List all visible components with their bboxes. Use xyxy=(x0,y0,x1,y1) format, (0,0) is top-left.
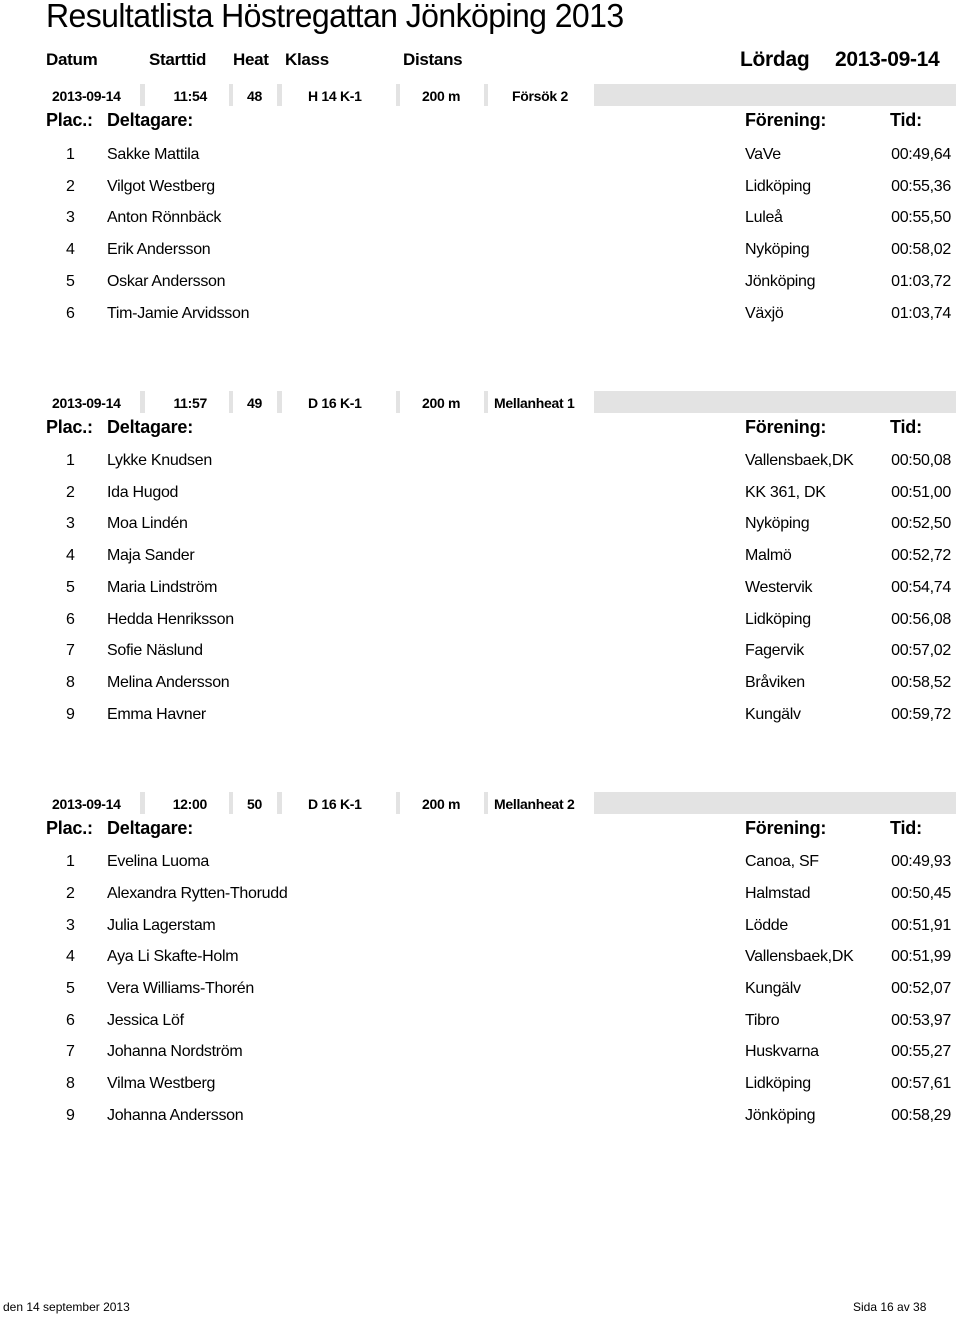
tid-header: Tid: xyxy=(890,818,922,838)
result-row xyxy=(0,1072,960,1096)
result-row xyxy=(0,703,960,727)
result-place: 1 xyxy=(66,146,75,163)
col-header-klass: Klass xyxy=(285,50,329,69)
result-row xyxy=(0,608,960,632)
result-time: 00:49,64 xyxy=(891,146,951,163)
result-row xyxy=(0,1040,960,1064)
result-time: 00:55,50 xyxy=(891,209,951,226)
result-row xyxy=(0,302,960,326)
result-row xyxy=(0,945,960,969)
result-place: 7 xyxy=(66,1043,75,1060)
heat-distance: 200 m xyxy=(400,391,484,413)
result-place: 4 xyxy=(66,547,75,564)
result-place: 3 xyxy=(66,917,75,934)
result-name: Julia Lagerstam xyxy=(107,917,216,934)
footer-date: den 14 september 2013 xyxy=(3,1300,130,1314)
result-name: Vera Williams-Thorén xyxy=(107,980,254,997)
result-time: 00:58,52 xyxy=(891,674,951,691)
heat-number: 50 xyxy=(233,792,277,814)
result-time: 00:51,00 xyxy=(891,484,951,501)
result-time: 00:56,08 xyxy=(891,611,951,628)
heat-date: 2013-09-14 xyxy=(46,391,140,413)
result-time: 00:58,02 xyxy=(891,241,951,258)
deltagare-header: Deltagare: xyxy=(107,818,194,838)
result-club: Huskvarna xyxy=(745,1043,819,1060)
result-place: 5 xyxy=(66,273,75,290)
result-name: Jessica Löf xyxy=(107,1012,184,1029)
result-row xyxy=(0,914,960,938)
heat-date: 2013-09-14 xyxy=(46,792,140,814)
result-time: 00:52,07 xyxy=(891,980,951,997)
result-row xyxy=(0,671,960,695)
result-place: 1 xyxy=(66,853,75,870)
result-place: 4 xyxy=(66,241,75,258)
result-row xyxy=(0,270,960,294)
result-row xyxy=(0,576,960,600)
heat-class: D 16 K-1 xyxy=(282,391,396,413)
result-place: 8 xyxy=(66,1075,75,1092)
result-place: 7 xyxy=(66,642,75,659)
result-club: Tibro xyxy=(745,1012,780,1029)
result-name: Moa Lindén xyxy=(107,515,188,532)
result-name: Vilma Westberg xyxy=(107,1075,216,1092)
date-label: 2013-09-14 xyxy=(835,48,940,71)
result-club: Vallensbaek,DK xyxy=(745,948,854,965)
heat-distance: 200 m xyxy=(400,84,484,106)
heat-round: Mellanheat 2 xyxy=(488,792,594,814)
col-header-heat: Heat xyxy=(233,50,269,69)
heat-time: 12:00 xyxy=(145,792,229,814)
result-name: Alexandra Rytten-Thorudd xyxy=(107,885,288,902)
result-time: 00:52,50 xyxy=(891,515,951,532)
result-time: 00:54,74 xyxy=(891,579,951,596)
result-club: Jönköping xyxy=(745,273,816,290)
footer-page-number: Sida 16 av 38 xyxy=(853,1300,927,1314)
result-club: Jönköping xyxy=(745,1107,816,1124)
result-club: Nyköping xyxy=(745,515,810,532)
result-name: Maja Sander xyxy=(107,547,195,564)
forening-header: Förening: xyxy=(745,110,827,130)
result-name: Hedda Henriksson xyxy=(107,611,234,628)
day-label: Lördag xyxy=(740,48,810,71)
result-name: Johanna Nordström xyxy=(107,1043,243,1060)
result-time: 00:51,99 xyxy=(891,948,951,965)
result-place: 6 xyxy=(66,611,75,628)
heat-date: 2013-09-14 xyxy=(46,84,140,106)
forening-header: Förening: xyxy=(745,818,827,838)
result-club: Halmstad xyxy=(745,885,811,902)
result-club: Lidköping xyxy=(745,611,811,628)
result-club: Bråviken xyxy=(745,674,805,691)
result-time: 00:58,29 xyxy=(891,1107,951,1124)
result-club: Kungälv xyxy=(745,980,801,997)
result-place: 9 xyxy=(66,1107,75,1124)
result-name: Anton Rönnbäck xyxy=(107,209,222,226)
result-name: Oskar Andersson xyxy=(107,273,226,290)
result-club: Fagervik xyxy=(745,642,804,659)
result-name: Vilgot Westberg xyxy=(107,178,215,195)
heat-distance: 200 m xyxy=(400,792,484,814)
result-time: 00:57,02 xyxy=(891,642,951,659)
result-name: Erik Andersson xyxy=(107,241,211,258)
result-time: 00:57,61 xyxy=(891,1075,951,1092)
result-time: 00:50,08 xyxy=(891,452,951,469)
result-place: 3 xyxy=(66,515,75,532)
col-header-distans: Distans xyxy=(403,50,463,69)
result-time: 00:55,36 xyxy=(891,178,951,195)
result-time: 00:55,27 xyxy=(891,1043,951,1060)
result-place: 5 xyxy=(66,579,75,596)
result-place: 1 xyxy=(66,452,75,469)
result-club: Kungälv xyxy=(745,706,801,723)
heat-round: Försök 2 xyxy=(488,84,594,106)
result-club: Westervik xyxy=(745,579,813,596)
result-row xyxy=(0,1009,960,1033)
heat-round: Mellanheat 1 xyxy=(488,391,594,413)
col-header-datum: Datum xyxy=(46,50,98,69)
result-club: Lidköping xyxy=(745,178,811,195)
result-club: Malmö xyxy=(745,547,792,564)
result-time: 00:59,72 xyxy=(891,706,951,723)
result-club: Canoa, SF xyxy=(745,853,819,870)
col-header-starttid: Starttid xyxy=(149,50,207,69)
result-place: 5 xyxy=(66,980,75,997)
result-time: 00:49,93 xyxy=(891,853,951,870)
tid-header: Tid: xyxy=(890,110,922,130)
result-time: 00:51,91 xyxy=(891,917,951,934)
result-club: Lödde xyxy=(745,917,788,934)
plac-header: Plac.: xyxy=(46,110,93,130)
result-name: Johanna Andersson xyxy=(107,1107,244,1124)
result-row xyxy=(0,850,960,874)
result-place: 4 xyxy=(66,948,75,965)
heat-time: 11:57 xyxy=(145,391,229,413)
result-row xyxy=(0,206,960,230)
result-place: 3 xyxy=(66,209,75,226)
result-place: 9 xyxy=(66,706,75,723)
heat-number: 48 xyxy=(233,84,277,106)
result-row xyxy=(0,481,960,505)
result-club: Lidköping xyxy=(745,1075,811,1092)
result-club: Växjö xyxy=(745,305,784,322)
result-row xyxy=(0,639,960,663)
deltagare-header: Deltagare: xyxy=(107,417,194,437)
deltagare-header: Deltagare: xyxy=(107,110,194,130)
result-name: Emma Havner xyxy=(107,706,206,723)
result-row xyxy=(0,143,960,167)
result-row xyxy=(0,449,960,473)
result-row xyxy=(0,238,960,262)
result-time: 00:50,45 xyxy=(891,885,951,902)
result-time: 01:03,74 xyxy=(891,305,951,322)
result-row xyxy=(0,882,960,906)
page-title: Resultatlista Höstregattan Jönköping 2013 xyxy=(46,0,624,34)
result-place: 8 xyxy=(66,674,75,691)
result-place: 6 xyxy=(66,305,75,322)
tid-header: Tid: xyxy=(890,417,922,437)
plac-header: Plac.: xyxy=(46,818,93,838)
result-name: Tim-Jamie Arvidsson xyxy=(107,305,250,322)
result-place: 2 xyxy=(66,178,75,195)
result-name: Ida Hugod xyxy=(107,484,179,501)
result-row xyxy=(0,512,960,536)
heat-class: D 16 K-1 xyxy=(282,792,396,814)
result-name: Aya Li Skafte-Holm xyxy=(107,948,239,965)
result-row xyxy=(0,175,960,199)
result-name: Evelina Luoma xyxy=(107,853,209,870)
result-name: Lykke Knudsen xyxy=(107,452,212,469)
result-row xyxy=(0,977,960,1001)
result-name: Sofie Näslund xyxy=(107,642,203,659)
heat-class: H 14 K-1 xyxy=(282,84,396,106)
result-row xyxy=(0,544,960,568)
heat-time: 11:54 xyxy=(145,84,229,106)
result-club: Vallensbaek,DK xyxy=(745,452,854,469)
result-time: 00:52,72 xyxy=(891,547,951,564)
result-place: 6 xyxy=(66,1012,75,1029)
result-name: Melina Andersson xyxy=(107,674,230,691)
result-club: Luleå xyxy=(745,209,783,226)
result-club: KK 361, DK xyxy=(745,484,826,501)
heat-number: 49 xyxy=(233,391,277,413)
result-time: 00:53,97 xyxy=(891,1012,951,1029)
forening-header: Förening: xyxy=(745,417,827,437)
result-place: 2 xyxy=(66,885,75,902)
result-club: VaVe xyxy=(745,146,781,163)
result-time: 01:03,72 xyxy=(891,273,951,290)
result-name: Sakke Mattila xyxy=(107,146,200,163)
result-club: Nyköping xyxy=(745,241,810,258)
plac-header: Plac.: xyxy=(46,417,93,437)
result-name: Maria Lindström xyxy=(107,579,218,596)
result-place: 2 xyxy=(66,484,75,501)
result-row xyxy=(0,1104,960,1128)
